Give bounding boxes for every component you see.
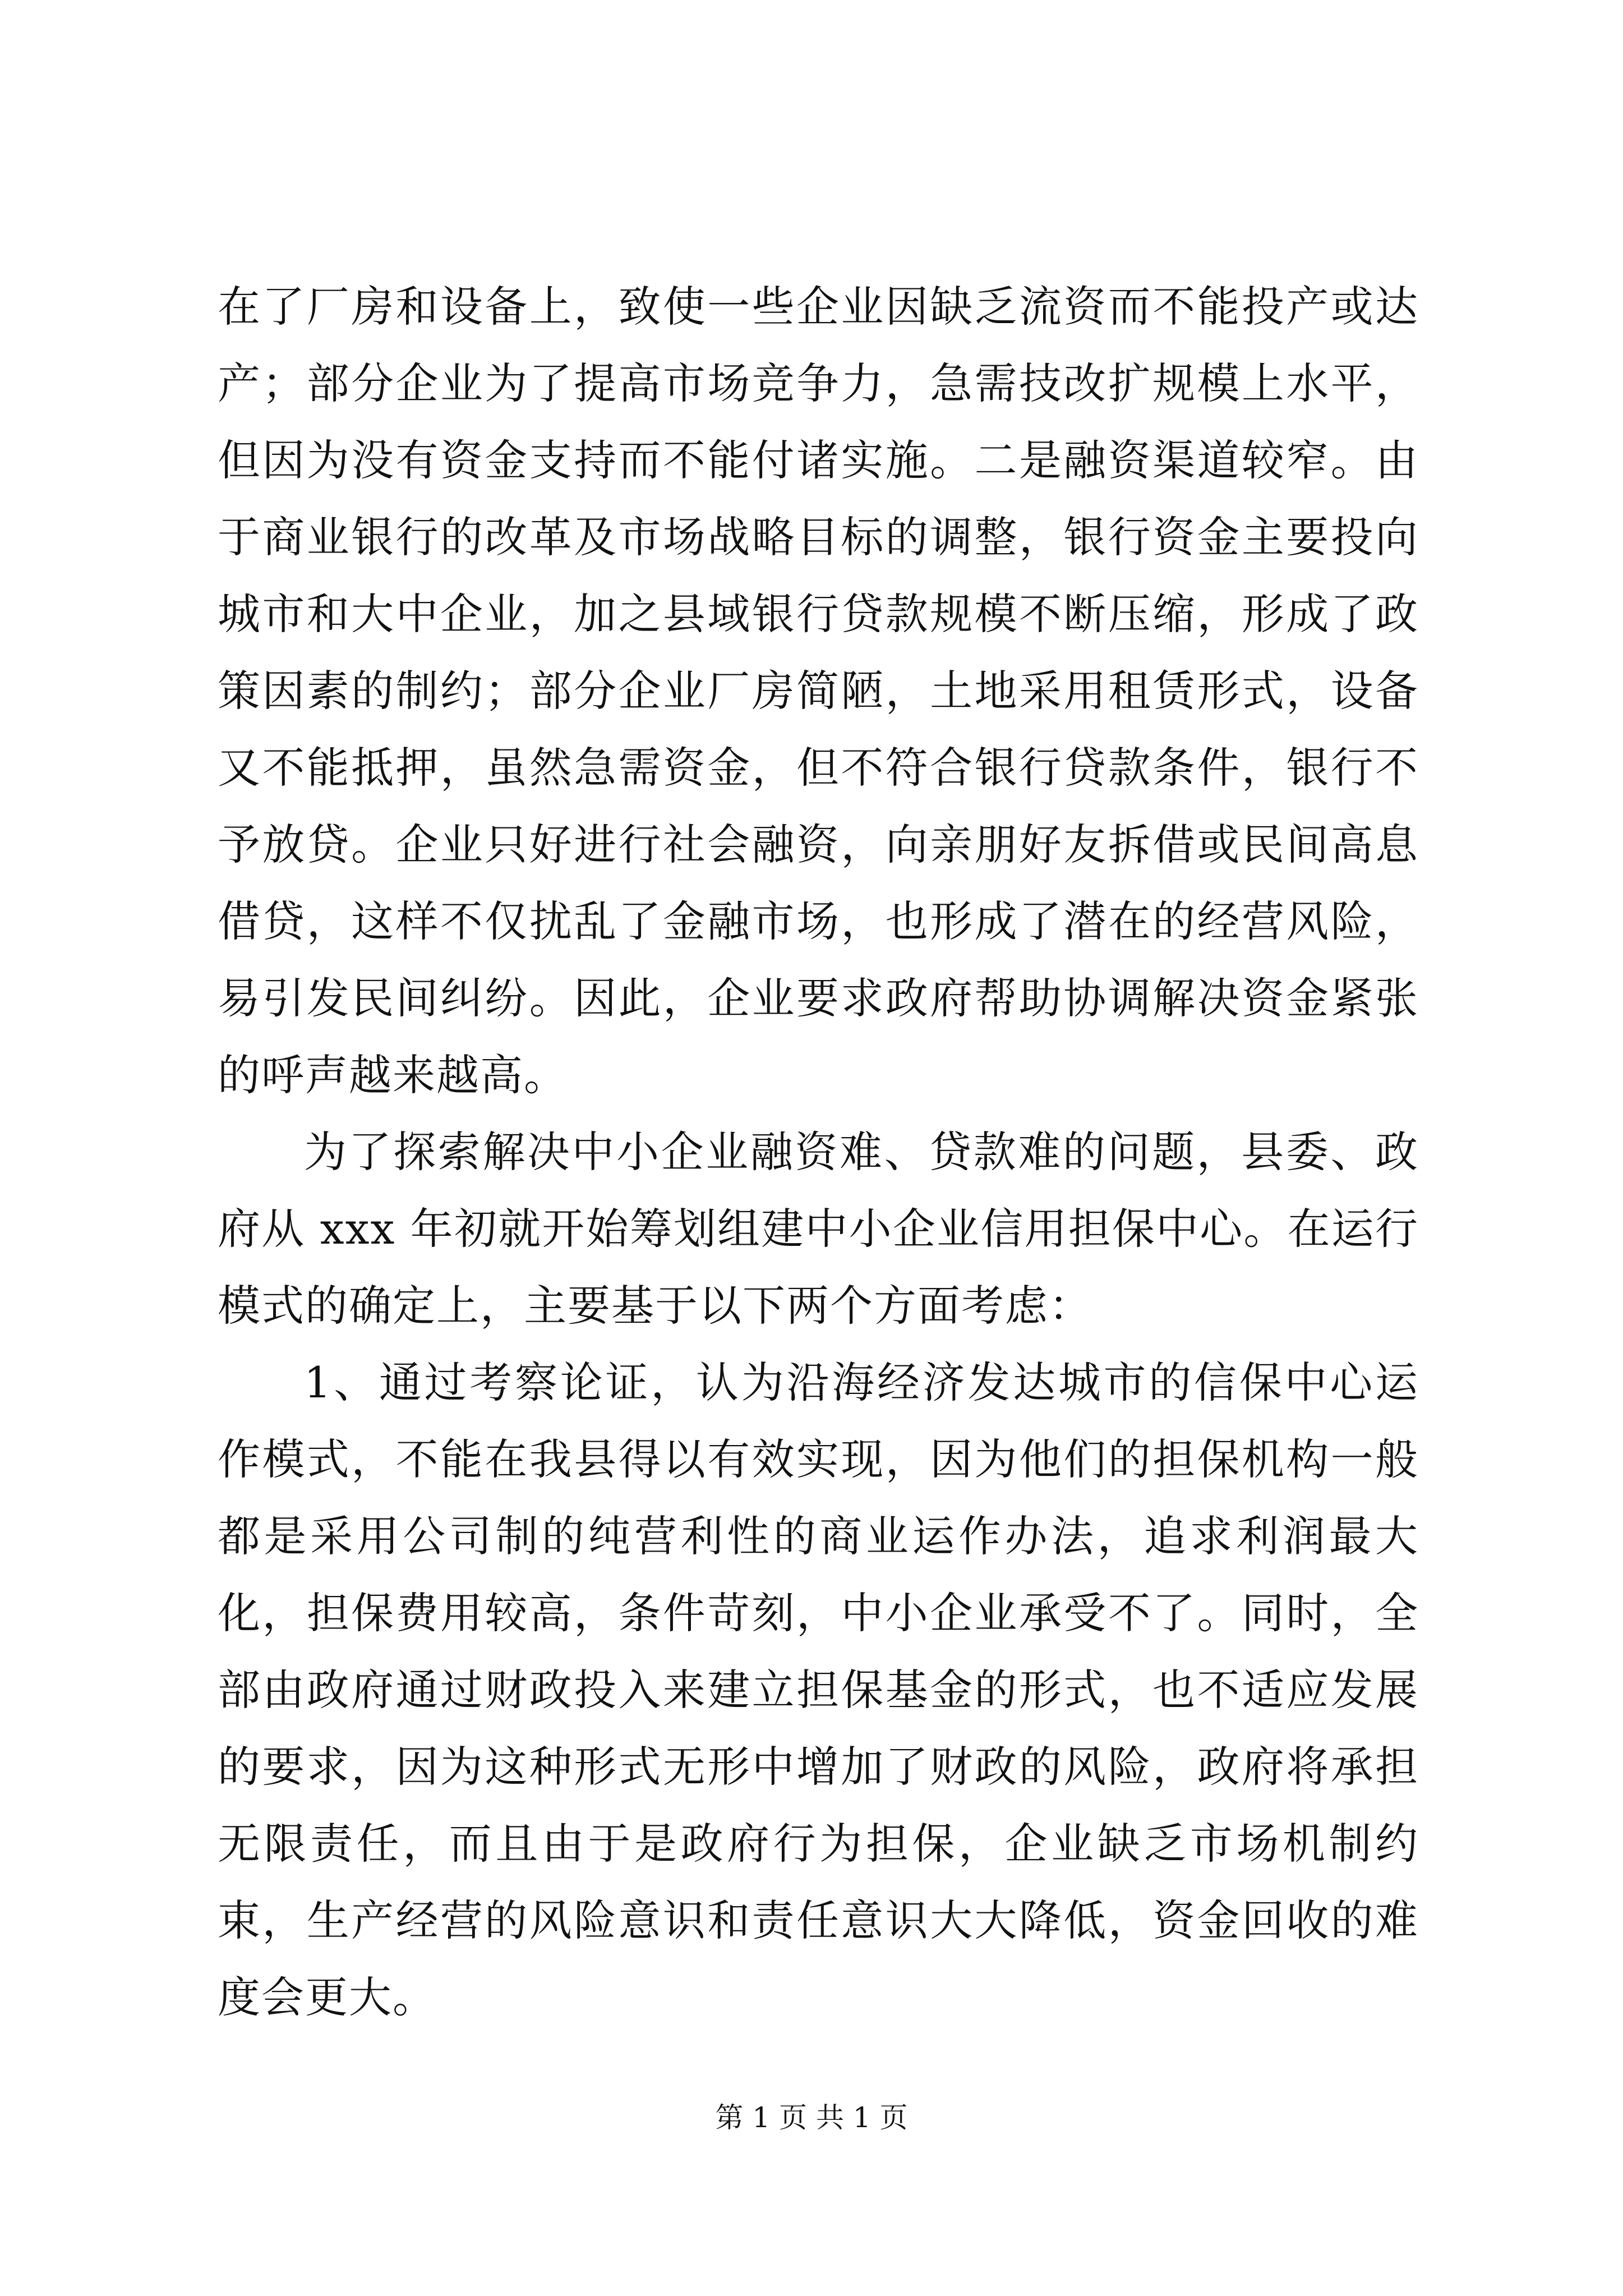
paragraph-2: 为了探索解决中小企业融资难、贷款难的问题，县委、政府从 xxx 年初就开始筹划组建中小企业信用担保中心。在运行模式的确定上，主要基于以下两个方面考虑：	[218, 1127, 1419, 1331]
page-footer: 第 1 页 共 1 页	[715, 2101, 908, 2134]
paragraph-3: 1、通过考察论证，认为沿海经济发达城市的信保中心运作模式，不能在我县得以有效实现，因为他们的担保机构一般都是采用公司制的纯营利性的商业运作办法，追求利润最大化，担保费用较高，条件苛刻，中小企业承受不了。同时，全部由政府通过财政投入来建立担保基金的形式，也不适应发展的要求，因为这种形式无形中增加了财政的风险，政府将承担无限责任，而且由于是政府行为担保，企业缺乏市场机制约束，生产经营的风险意识和责任意识大大降低，资金回收的难度会更大。	[218, 1358, 1419, 2022]
paragraph-1: 在了厂房和设备上，致使一些企业因缺乏流资而不能投产或达产；部分企业为了提高市场竞争力，急需技改扩规模上水平，但因为没有资金支持而不能付诸实施。二是融资渠道较窄。由于商业银行的改革及市场战略目标的调整，银行资金主要投向城市和大中企业，加之县域银行贷款规模不断压缩，形成了政策因素的制约；部分企业厂房简陋，土地采用租赁形式，设备又不能抵押，虽然急需资金，但不符合银行贷款条件，银行不予放贷。企业只好进行社会融资，向亲朋好友拆借或民间高息借贷，这样不仅扰乱了金融市场，也形成了潜在的经营风险，易引发民间纠纷。因此，企业要求政府帮助协调解决资金紧张的呼声越来越高。	[218, 282, 1419, 1100]
document-body	[218, 268, 1419, 2036]
